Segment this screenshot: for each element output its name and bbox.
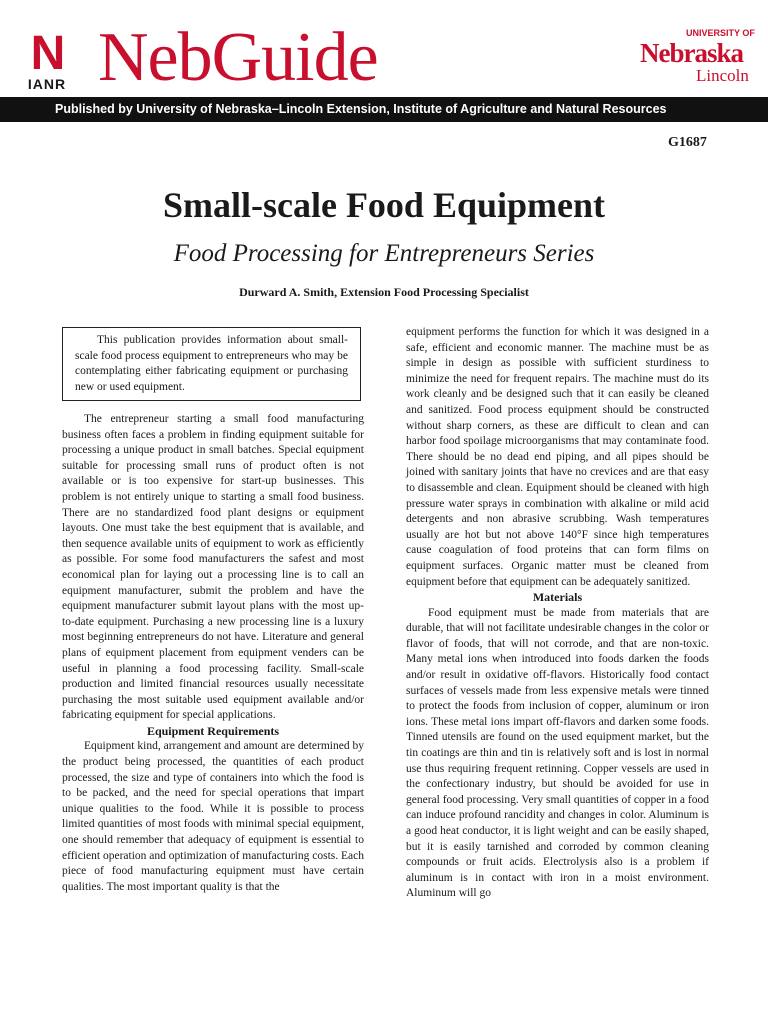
- page-title: Small-scale Food Equipment: [162, 185, 606, 225]
- nebguide-title: NebGuide: [98, 19, 378, 96]
- ianr-logo-text: IANR: [27, 76, 67, 92]
- publisher-text: Published by University of Nebraska–Lincoln Extension, Institute of Agriculture and Natural Resources: [55, 102, 667, 116]
- unl-logo: [630, 28, 760, 88]
- left-column: [62, 412, 364, 895]
- unl-logo-university: UNIVERSITY OF: [686, 28, 755, 38]
- right-column: [406, 325, 709, 902]
- series-subtitle: Food Processing for Entrepreneurs Series: [173, 240, 595, 267]
- materials-paragraph: Food equipment must be made from materials that are durable, that will not facilitate undesirable changes in the color or flavor of foods, that will not corrode, and that are non-toxic. Many metal ions when introduced into foods darken the foods and/or result in oxidative off-flavors. Historically food contact surfaces of vessels made from less expensive metals were tinned to protect the foods from inclusion of copper, aluminum or iron ions. These metal ions impart off-flavors and darken some foods. Tinned utensils are found on the used equipment market, but the tin coatings are thin and tin is relatively soft and is lost in normal use thus requiring frequent retinning. Copper vessels are used in the confectionary industry, but should be avoided for use in general food processing. Very small quantities of copper in a food can induce profound rancidity and changes in color. Aluminum is a good heat conductor, it is light weight and can be easily shaped, but it is easily tarnished and corroded by common cleaning compounds or fruit acids. Electrolysis also is a problem if aluminum is in contact with iron in a moist environment. Aluminum will go: [406, 606, 709, 900]
- publisher-bar: [0, 97, 768, 122]
- unl-logo-lincoln: Lincoln: [696, 66, 749, 85]
- intro-paragraph: The entrepreneur starting a small food manufacturing business often faces a problem in finding equipment suitable for processing a unique product in small batches. Special equipment suitable for processing small runs of product often is not available or is too expensive for start-up businesses. This problem is not entirely unique to starting a small food business. There are no standardized food plant designs or equipment layouts. One must take the best equipment that is available, and then sequence available units of equipment to work as efficiently as possible. For some food manufacturers the safest and most economical plan for laying out a processing line is to call an equipment manufacturer, submit the problem and have the equipment manufacturer submit layout plans with the most up-to-date equipment. Purchasing a new processing line is a luxury most beginning entrepreneurs do not have. Literature and general plans of equipment placement from equipment venders can be useful in planning a food processing facility. Small-scale production and limited financial resources usually necessitate purchasing the most suitable used equipment available and/or fabricating equipment for special applications.: [62, 413, 364, 722]
- requirements-paragraph: Equipment kind, arrangement and amount are determined by the product being processed, the quantities of each product processed, the size and type of containers into which the food is to be packed, and the need for special operations that impart unique qualities to the food. While it is possible to process limited quantities of most foods with minimal special equipment, one should remember that adequacy of equipment is essential to efficient operation and optimization of manufacturing costs. Each piece of food manufacturing equipment must have certain qualities. The most important quality is that the: [62, 740, 364, 893]
- ianr-logo: [18, 27, 76, 94]
- abstract-box: This publication provides information about small-scale food process equipment to entrepreneurs who may be contemplating either fabricating equipment or purchasing new or used equipment.: [62, 327, 361, 401]
- author-line: Durward A. Smith, Extension Food Processing Specialist: [239, 285, 529, 299]
- section-heading-equipment-requirements: Equipment Requirements: [146, 723, 280, 738]
- masthead: [0, 0, 768, 125]
- section-heading-materials: Materials: [532, 590, 583, 605]
- requirements-continued-paragraph: equipment performs the function for which it was designed in a safe, efficient and economic manner. The machine must be as simple in design as possible with sufficient sturdiness to minimize the need for frequent repairs. The machine must do its work cleanly and be designed such that it can easily be cleaned and sanitized. Food process equipment should be constructed without sharp corners, as these are difficult to clean and can harbor food spoilage microorganisms that may contaminate food. There should be no dead end piping, and all pipes should be joined with sanitary joints that have no crevices and are that easy to disassemble and clean. Equipment should be cleaned with high pressure water sprays in combination with alkaline or mild acid detergents and non abrasive scrubbing. Wash temperatures usually are hot but not above 140°F since high temperatures cause coagulation of food proteins that can form films on equipment surfaces. Organic matter must be cleaned from equipment before that equipment can be adequately sanitized.: [406, 326, 709, 588]
- unl-logo-nebraska: Nebraska: [640, 38, 744, 68]
- document-number: G1687: [668, 135, 707, 150]
- ianr-logo-letter: N: [30, 27, 64, 80]
